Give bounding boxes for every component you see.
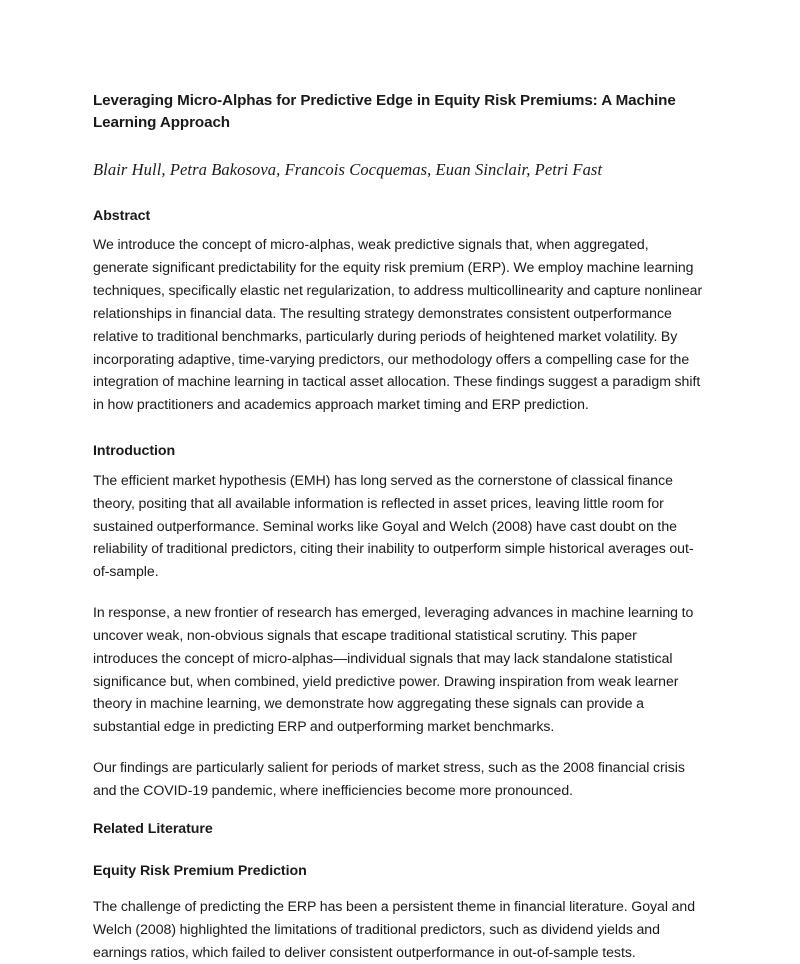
subsection-heading-erp-prediction: Equity Risk Premium Prediction — [93, 862, 307, 879]
section-heading-introduction: Introduction — [93, 443, 176, 460]
introduction-paragraph-1: The efficient market hypothesis (EMH) has long served as the cornerstone of classical finance theory, positing that all available information is reflected in asset prices, leaving little room for sustained outperformance. Seminal works like Goyal and Welch (2008) have cast doubt on the reliability of traditional predictors, citing their inability to outperform simple historical averages out-of-sample. — [93, 471, 694, 580]
section-heading-abstract: Abstract — [93, 207, 151, 224]
abstract-text: We introduce the concept of micro-alphas, weak predictive signals that, when aggregated, generate significant predictability for the equity risk premium (ERP). We employ machine learning techniques, specifically elastic net regularization, to address multicollinearity and capture nonlinear relationships in financial data. The resulting strategy demonstrates consistent outperformance relative to traditional benchmarks, particularly during periods of heightened market volatility. By incorporating adaptive, time-varying predictors, our methodology offers a compelling case for the integration of machine learning in tactical asset allocation. These findings suggest a paradigm shift in how practitioners and academics approach market timing and ERP prediction. — [93, 236, 703, 413]
related-literature-paragraph-1: The challenge of predicting the ERP has been a persistent theme in financial literature. Goyal and Welch (2008) highlighted the limitations of traditional predictors, such as dividend yields and earnings ratios, which failed to deliver consistent outperformance in out-of-sample tests. — [93, 898, 696, 961]
page-title: Leveraging Micro-Alphas for Predictive Edge in Equity Risk Premiums: A Machine Learning Approach — [93, 92, 676, 131]
introduction-paragraph-3: Our findings are particularly salient for periods of market stress, such as the 2008 financial crisis and the COVID-19 pandemic, where inefficiencies become more pronounced. — [93, 759, 685, 798]
author-list: Blair Hull, Petra Bakosova, Francois Cocquemas, Euan Sinclair, Petri Fast — [93, 160, 603, 180]
introduction-paragraph-2: In response, a new frontier of research has emerged, leveraging advances in machine learning to uncover weak, non-obvious signals that escape traditional statistical scrutiny. This paper introduces the concept of micro-alphas—individual signals that may lack standalone statistical significance but, when combined, yield predictive power. Drawing inspiration from weak learner theory in machine learning, we demonstrate how aggregating these signals can provide a substantial edge in predicting ERP and outperforming market benchmarks. — [93, 604, 694, 735]
section-heading-related-literature: Related Literature — [93, 820, 213, 837]
